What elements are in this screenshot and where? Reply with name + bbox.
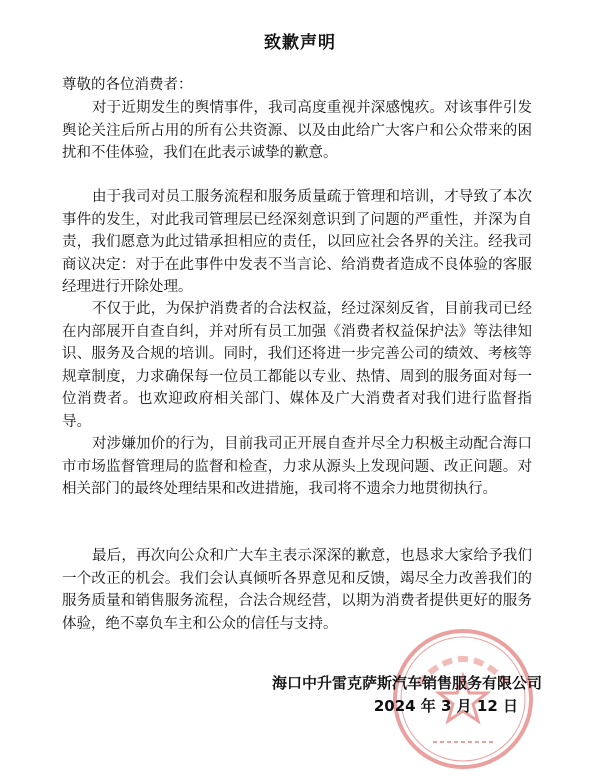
salutation: 尊敬的各位消费者： <box>62 77 193 93</box>
company-name: 海口中升雷克萨斯汽车销售服务有限公司 <box>271 674 542 692</box>
paragraph-1: 对于近期发生的舆情事件，我司高度重视并深感愧疚。对该事件引发舆论关注后所占用的所有公共资源、以及由此给广大客户和公众带来的困扰和不佳体验，我们在此表示诚挚的歉意。 <box>62 100 532 161</box>
statement-date: 2024 年 3 月 12 日 <box>373 697 518 715</box>
paragraph-3: 不仅于此，为保护消费者的合法权益，经过深刻反省，目前我司已经在内部展开自查自纠，并对所有员工加强《消费者权益保护法》等法律知识、服务及合规的培训。同时，我们还将进一步完善公司的绩效、考核等规章制度，力求确保每一位员工都能以专业、热情、周到的服务面对每一位消费者。也欢迎政府相关部门、媒体及广大消费者对我们进行监督指导。 <box>62 301 532 430</box>
paragraph-2: 由于我司对员工服务流程和服务质量疏于管理和培训，才导致了本次事件的发生，对此我司管理层已经深刻意识到了问题的严重性，并深为自责，我们愿意为此过错承担相应的责任，以回应社会各界的关注。经我司商议决定：对于在此事件中发表不当言论、给消费者造成不良体验的客服经理进行开除处理。 <box>62 189 532 295</box>
paragraph-5: 最后，再次向公众和广大车主表示深深的歉意，也恳求大家给予我们一个改正的机会。我们会认真倾听各界意见和反馈，竭尽全力改善我们的服务质量和销售服务流程，合法合规经营，以期为消费者提供更好的服务体验，绝不辜负车主和公众的信任与支持。 <box>62 548 532 632</box>
paragraph-4: 对涉嫌加价的行为，目前我司正开展自查并尽全力积极主动配合海口市市场监督管理局的监督和检查，力求从源头上发现问题、改正问题。对相关部门的最终处理结果和改进措施，我司将不遗余力地贯彻执行。 <box>62 436 532 497</box>
document-title: 致歉声明 <box>264 33 336 53</box>
